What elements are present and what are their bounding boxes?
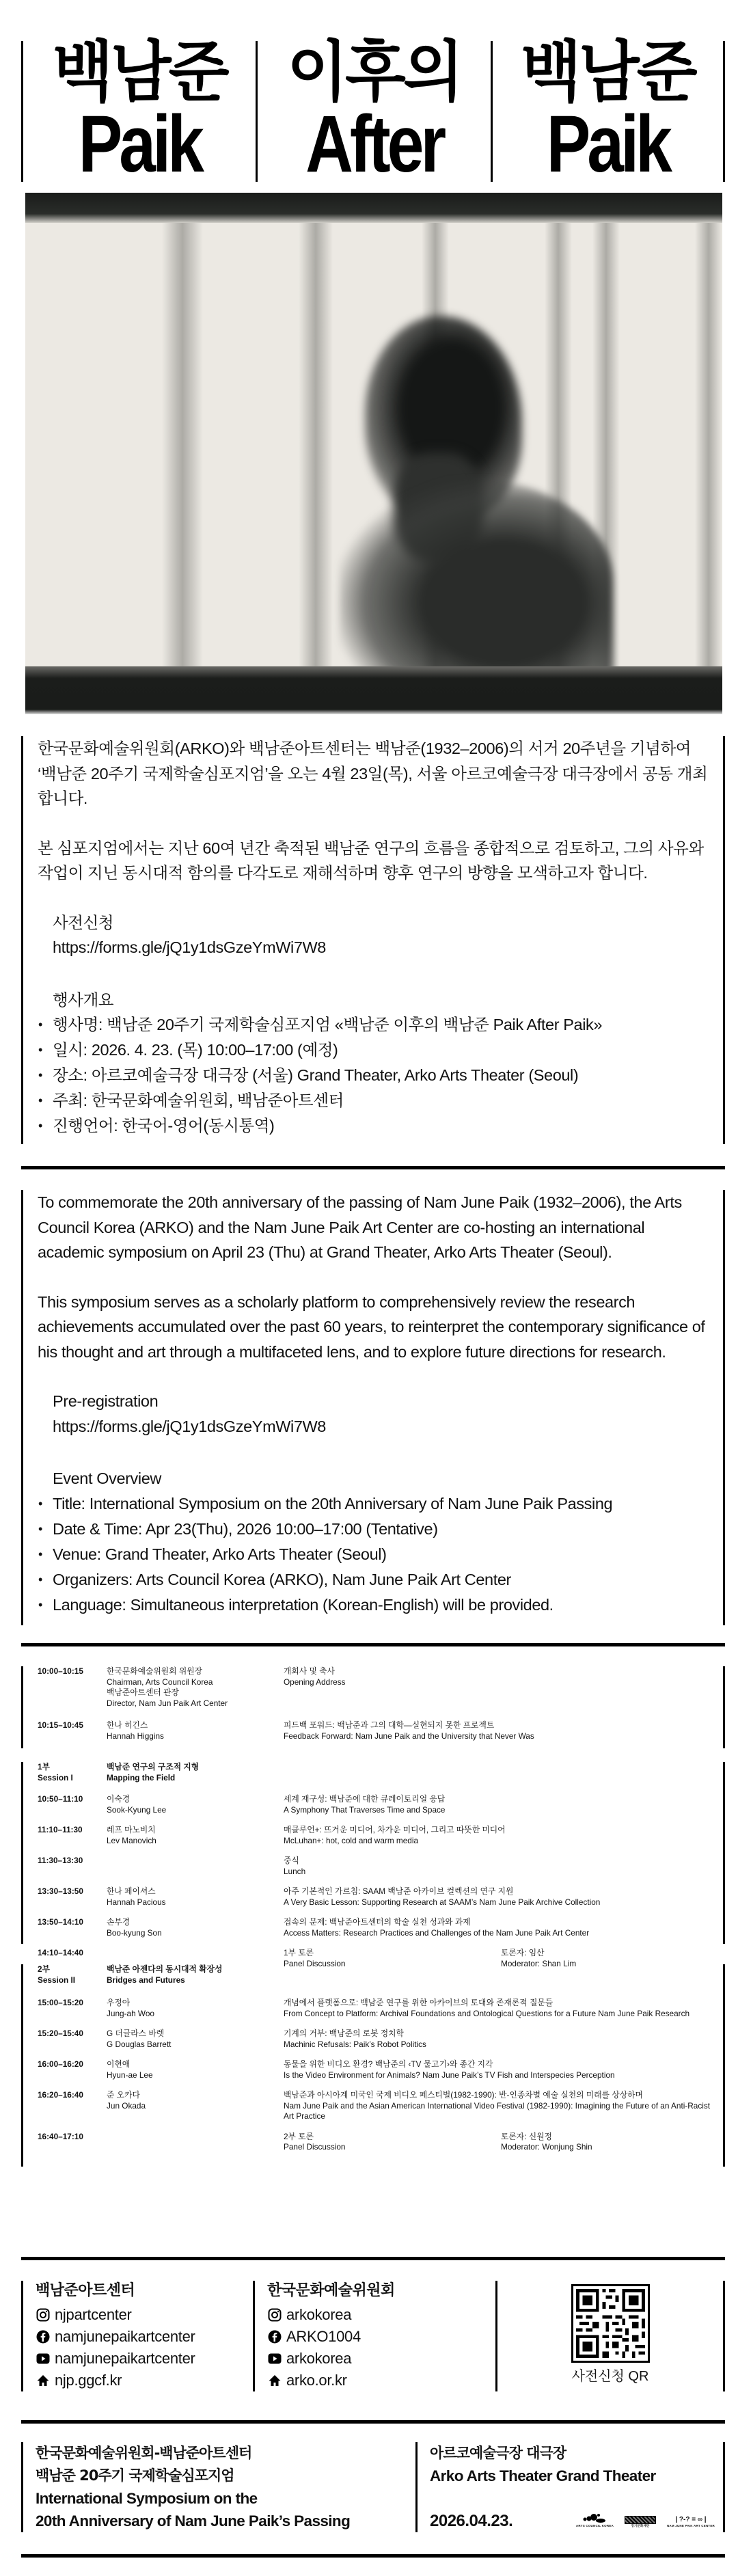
home-icon — [267, 2373, 282, 2388]
title-ko-3: 백남준 — [521, 33, 695, 111]
njp-instagram-handle: njpartcenter — [55, 2306, 132, 2323]
schedule-row — [23, 1666, 723, 1709]
moderator-en: Moderator: Shan Lim — [501, 1958, 577, 1968]
facebook-icon — [36, 2329, 51, 2344]
schedule-topic — [284, 1998, 720, 2019]
njp-youtube-handle: namjunepaikartcenter — [55, 2350, 195, 2367]
njp-instagram-link[interactable] — [36, 2304, 253, 2326]
en-overview-list — [23, 1491, 723, 1618]
schedule-moderator — [501, 2132, 720, 2153]
session-header — [23, 1762, 723, 1783]
bottom-info — [21, 2442, 725, 2532]
speaker-ko: G 더글라스 바렛 — [107, 2029, 165, 2038]
schedule-row — [23, 2059, 723, 2080]
speaker-ko: 레프 마노비치 — [107, 1825, 156, 1834]
logo-mark: | ?-? = ∞ | — [675, 2516, 707, 2523]
schedule-time: 16:00–16:20 — [38, 2059, 83, 2069]
instagram-icon — [267, 2307, 282, 2322]
speaker-en: Chairman, Arts Council Korea — [107, 1677, 213, 1687]
njp-facebook-link[interactable] — [36, 2326, 253, 2348]
topic-ko: 피드백 포워드: 백남준과 그의 대학—실현되지 못한 프로젝트 — [284, 1720, 495, 1730]
schedule-session-1 — [21, 1762, 725, 1968]
title-en-3: Paik — [546, 99, 670, 189]
event-title-en-2: 20th Anniversary of Nam June Paik’s Passing — [36, 2512, 351, 2530]
topic-en: A Symphony That Traverses Time and Space — [284, 1804, 446, 1815]
session-title-en: Bridges and Futures — [107, 1975, 185, 1985]
ko-registration-label: 사전신청 — [53, 913, 114, 932]
ko-overview-list — [23, 1012, 723, 1139]
registration-qr-code[interactable] — [571, 2284, 650, 2363]
session-title-en: Mapping the Field — [107, 1772, 176, 1782]
partner-logos — [576, 2513, 715, 2528]
session-label — [38, 1762, 107, 1783]
speaker-ko: 한나 페이셔스 — [107, 1886, 156, 1896]
en-overview-item: • Organizers: Arts Council Korea (ARKO), Nam June Paik Art Center — [23, 1567, 723, 1592]
organizers-line: 한국문화예술위원회-백남준아트센터 — [36, 2445, 252, 2461]
schedule-speaker — [107, 1720, 284, 1741]
topic-ko: 개념에서 플랫폼으로: 백남준 연구를 위한 아카이브의 토대와 존재론적 질문들 — [284, 1998, 554, 2007]
section-divider — [21, 2257, 725, 2260]
topic-en: Panel Discussion — [284, 1958, 346, 1968]
schedule-opening-block — [21, 1666, 725, 1748]
logo-caption: 경기문화재단 — [631, 2524, 650, 2527]
venue-en: Arko Arts Theater Grand Theater — [430, 2467, 656, 2484]
topic-ko: 중식 — [284, 1856, 299, 1865]
schedule-time: 10:50–11:10 — [38, 1794, 83, 1804]
schedule-topic — [284, 2059, 720, 2080]
speaker-en: Jung-ah Woo — [107, 2008, 154, 2018]
schedule-speaker — [107, 1917, 284, 1938]
title-ko-2: 이후의 — [287, 33, 461, 111]
nam-june-paik-art-center-logo — [667, 2516, 715, 2528]
session-label-ko: 2부 — [38, 1964, 50, 1974]
logo-caption: ARTS COUNCIL KOREA — [575, 2524, 614, 2527]
schedule-time: 14:10–14:40 — [38, 1948, 83, 1957]
session-label — [38, 1964, 107, 1985]
youtube-icon — [267, 2351, 282, 2366]
schedule-time: 15:00–15:20 — [38, 1998, 83, 2007]
topic-ko: 기계의 거부: 백남준의 로봇 정치학 — [284, 2029, 404, 2038]
speaker-ko: 이현애 — [107, 2059, 131, 2069]
arko-contacts — [253, 2281, 495, 2391]
schedule-topic — [284, 1886, 720, 1908]
speaker-ko: 우정아 — [107, 1998, 131, 2007]
njp-website-link[interactable] — [36, 2370, 253, 2391]
njp-youtube-link[interactable] — [36, 2348, 253, 2370]
ko-overview-label: 행사개요 — [53, 990, 114, 1009]
event-title-en-1: International Symposium on the — [36, 2490, 258, 2507]
arko-instagram-link[interactable] — [267, 2304, 495, 2326]
en-overview-item: • Title: International Symposium on the 20th Anniversary of Nam June Paik Passing — [23, 1491, 723, 1517]
schedule-speaker — [107, 1825, 284, 1846]
title-en-1: Paik — [78, 99, 201, 189]
en-registration-link[interactable]: https://forms.gle/jQ1y1dsGzeYmWi7W8 — [53, 1417, 326, 1435]
speaker-en: Hannah Pacious — [107, 1897, 166, 1907]
schedule-row — [23, 1856, 723, 1877]
schedule-speaker — [107, 2090, 284, 2122]
youtube-icon — [36, 2351, 51, 2366]
title-column-2 — [256, 33, 490, 189]
event-title-ko: 백남준 20주기 국제학술심포지엄 — [36, 2467, 234, 2484]
schedule-time: 10:00–10:15 — [38, 1666, 83, 1676]
topic-ko: 접속의 문제: 백남준아트센터의 학술 실천 성과와 과제 — [284, 1917, 471, 1927]
speaker-ko: 이숙경 — [107, 1794, 131, 1804]
schedule-topic — [284, 1720, 720, 1741]
speaker-en: Director, Nam Jun Paik Art Center — [107, 1698, 228, 1708]
schedule-topic — [284, 1917, 720, 1938]
topic-ko: 2부 토론 — [284, 2131, 314, 2141]
schedule-time: 15:20–15:40 — [38, 2029, 83, 2038]
session-label-en: Session I — [38, 1772, 73, 1782]
schedule-row — [23, 2132, 723, 2153]
topic-ko: 매클루언+: 뜨거운 미디어, 차가운 미디어, 그리고 따뜻한 미디어 — [284, 1825, 506, 1834]
njp-website-url: njp.ggcf.kr — [55, 2372, 122, 2389]
schedule-speaker — [107, 1856, 284, 1877]
en-overview-item: • Venue: Grand Theater, Arko Arts Theater (Seoul) — [23, 1542, 723, 1567]
title-ko-1: 백남준 — [52, 33, 227, 111]
paik-portrait-photo — [25, 193, 722, 714]
schedule-topic — [284, 2029, 720, 2050]
topic-en: Lunch — [284, 1866, 306, 1876]
topic-en: Opening Address — [284, 1677, 346, 1687]
speaker-ko: 한나 히긴스 — [107, 1720, 148, 1730]
topic-en: Is the Video Environment for Animals? Nam June Paik’s TV Fish and Interspecies Perception — [284, 2070, 615, 2080]
facebook-icon — [267, 2329, 282, 2344]
arko-facebook-handle: ARKO1004 — [286, 2328, 361, 2345]
logo-caption: NAM JUNE PAIK ART CENTER — [666, 2524, 715, 2527]
schedule-time: 10:15–10:45 — [38, 1720, 83, 1730]
arko-youtube-handle: arkokorea — [286, 2350, 352, 2367]
topic-en: Panel Discussion — [284, 2142, 346, 2152]
speaker-ko: 한국문화예술위원회 위원장 — [107, 1666, 203, 1676]
schedule-topic — [284, 1856, 720, 1877]
session-title-ko: 백남준 연구의 구조적 지형 — [107, 1762, 200, 1772]
schedule-time: 11:10–11:30 — [38, 1825, 83, 1834]
schedule-session-2 — [21, 1964, 725, 2167]
en-intro-paragraph-2: This symposium serves as a scholarly platform to comprehensively review the research achievements accumulated over the past 60 years, to reinterpret the contemporary significance of his thought and art through a multifaceted lens, and to explore future directions for research. — [38, 1292, 705, 1361]
speaker-en: G Douglas Barrett — [107, 2039, 172, 2049]
section-divider — [21, 1643, 725, 1646]
schedule-topic — [284, 1794, 720, 1815]
title-column-1 — [21, 33, 256, 189]
ko-overview-item: • 진행언어: 한국어-영어(동시통역) — [23, 1113, 723, 1139]
section-divider — [21, 2554, 725, 2558]
arts-council-korea-logo — [576, 2513, 614, 2528]
topic-en: A Very Basic Lesson: Supporting Research at SAAM’s Nam June Paik Archive Collection — [284, 1897, 601, 1907]
topic-ko: 동물을 위한 비디오 환경? 백남준의 ‹TV 물고기›와 종간 지각 — [284, 2059, 493, 2069]
topic-ko: 백남준과 아시아계 미국인 국제 비디오 페스티벌(1982-1990): 반-인종차별 예술 실천의 미래를 상상하며 — [284, 2090, 643, 2100]
schedule-speaker — [107, 1886, 284, 1908]
ko-overview-item: • 일시: 2026. 4. 23. (목) 10:00–17:00 (예정) — [23, 1038, 723, 1063]
session-title — [107, 1964, 720, 1985]
event-date: 2026.04.23. — [430, 2512, 513, 2530]
topic-ko: 1부 토론 — [284, 1948, 314, 1957]
en-overview-item: • Date & Time: Apr 23(Thu), 2026 10:00–17:00 (Tentative) — [23, 1517, 723, 1542]
en-overview-item: • Language: Simultaneous interpretation (Korean-English) will be provided. — [23, 1592, 723, 1618]
schedule-row — [23, 2029, 723, 2050]
schedule-topic — [284, 2090, 720, 2122]
gyeonggi-cultural-foundation-logo — [625, 2516, 656, 2528]
section-divider — [21, 1166, 725, 1169]
schedule-time: 16:40–17:10 — [38, 2131, 83, 2141]
arko-facebook-link[interactable] — [267, 2326, 495, 2348]
photo-stripe — [695, 220, 722, 666]
speaker-en: Hyun-ae Lee — [107, 2070, 153, 2080]
speaker-en: Hannah Higgins — [107, 1731, 164, 1741]
arko-website-link[interactable] — [267, 2370, 495, 2391]
schedule-speaker — [107, 2132, 284, 2153]
instagram-icon — [36, 2307, 51, 2322]
bottom-event-title — [21, 2442, 415, 2532]
arko-heading: 한국문화예술위원회 — [267, 2282, 395, 2299]
topic-ko: 세계 재구성: 백남준에 대한 큐레이토리얼 응답 — [284, 1794, 446, 1804]
home-icon — [36, 2373, 51, 2388]
schedule-row — [23, 1886, 723, 1908]
schedule-row — [23, 2090, 723, 2122]
ko-overview-item: • 주최: 한국문화예술위원회, 백남준아트센터 — [23, 1088, 723, 1113]
title-column-3 — [491, 33, 725, 189]
schedule-row — [23, 1917, 723, 1938]
schedule-speaker — [107, 2059, 284, 2080]
njp-contacts — [21, 2281, 253, 2391]
schedule-row — [23, 1825, 723, 1846]
section-divider — [21, 2420, 725, 2424]
njp-heading: 백남준아트센터 — [36, 2282, 135, 2299]
qr-block — [495, 2281, 725, 2391]
njp-facebook-handle: namjunepaikartcenter — [55, 2328, 195, 2345]
korean-info-section — [21, 736, 725, 1144]
qr-label: 사전신청 QR — [571, 2369, 649, 2384]
schedule-speaker — [107, 2029, 284, 2050]
session-title — [107, 1762, 720, 1783]
ko-intro-paragraph-1: 한국문화예술위원회(ARKO)와 백남준아트센터는 백남준(1932–2006)의 서거 20주년을 기념하여 ‘백남준 20주기 국제학술심포지엄’을 오는 4월 23일(목), 서울 아르코예술극장 대극장에서 공동 개최합니다. — [38, 740, 708, 807]
arko-website-url: arko.or.kr — [286, 2372, 347, 2389]
schedule-row — [23, 1794, 723, 1815]
topic-en: McLuhan+: hot, cold and warm media — [284, 1835, 419, 1845]
schedule-speaker — [107, 1794, 284, 1815]
schedule-time: 13:50–14:10 — [38, 1917, 83, 1927]
session-title-ko: 백남준 아젠다의 동시대적 확장성 — [107, 1964, 223, 1974]
session-label-en: Session II — [38, 1975, 76, 1985]
bottom-venue — [415, 2442, 725, 2532]
topic-ko: 개회사 및 축사 — [284, 1666, 335, 1676]
speaker-en: Lev Manovich — [107, 1835, 156, 1845]
arko-instagram-handle: arkokorea — [286, 2306, 352, 2323]
english-info-section — [21, 1190, 725, 1625]
speaker-en: Sook-Kyung Lee — [107, 1804, 167, 1815]
en-overview-label: Event Overview — [53, 1469, 161, 1487]
speaker-ko: 백남준아트센터 관장 — [107, 1687, 179, 1697]
schedule-time: 11:30–13:30 — [38, 1856, 83, 1865]
ko-registration-link[interactable]: https://forms.gle/jQ1y1dsGzeYmWi7W8 — [53, 938, 326, 956]
photo-figure-body — [340, 480, 613, 685]
topic-ko: 아주 기본적인 가르침: SAAM 백남준 아카이브 컬렉션의 연구 지원 — [284, 1886, 514, 1896]
session-label-ko: 1부 — [38, 1762, 50, 1772]
en-intro-paragraph-1: To commemorate the 20th anniversary of the passing of Nam June Paik (1932–2006), the Arts Council Korea (ARKO) and the Nam June Paik Art Center are co-hosting an international academic symposium on April 23 (Thu) at Grand Theater, Arko Arts Theater (Seoul). — [38, 1193, 682, 1261]
en-registration-label: Pre-registration — [53, 1392, 159, 1410]
ko-overview-item: • 행사명: 백남준 20주기 국제학술심포지엄 «백남준 이후의 백남준 Paik After Paik» — [23, 1012, 723, 1038]
logo-mark — [625, 2516, 656, 2524]
schedule-row — [23, 1720, 723, 1741]
moderator-ko: 토론자: 신원정 — [501, 2131, 552, 2141]
schedule-topic — [284, 1825, 720, 1846]
venue-ko: 아르코예술극장 대극장 — [430, 2445, 566, 2461]
poster-title — [21, 33, 725, 189]
ko-overview-item: • 장소: 아르코예술극장 대극장 (서울) Grand Theater, Arko Arts Theater (Seoul) — [23, 1063, 723, 1088]
schedule-speaker — [107, 1666, 284, 1709]
title-en-2: After — [305, 99, 443, 189]
speaker-ko: 준 오카다 — [107, 2090, 140, 2100]
photo-stripe — [162, 220, 203, 666]
speaker-en: Boo-kyung Son — [107, 1927, 162, 1938]
moderator-en: Moderator: Wonjung Shin — [501, 2142, 592, 2152]
schedule-row — [23, 1998, 723, 2019]
topic-en: Access Matters: Research Practices and Challenges of the Nam June Paik Art Center — [284, 1927, 590, 1938]
schedule-speaker — [107, 1998, 284, 2019]
schedule-topic — [284, 1666, 720, 1709]
schedule-time: 13:30–13:50 — [38, 1886, 83, 1896]
ko-intro-paragraph-2: 본 심포지엄에서는 지난 60여 년간 축적된 백남준 연구의 흐름을 종합적으로 검토하고, 그의 사유와 작업이 지닌 동시대적 함의를 다각도로 재해석하며 향후 연구의 방향을 모색하고자 합니다. — [38, 839, 704, 882]
photo-film-edge-top — [25, 193, 722, 223]
schedule-time: 16:20–16:40 — [38, 2090, 83, 2100]
topic-en: From Concept to Platform: Archival Foundations and Ontological Questions for a Future Nam June Paik Research — [284, 2008, 690, 2018]
topic-en: Machinic Refusals: Paik’s Robot Politics — [284, 2039, 426, 2049]
session-header — [23, 1964, 723, 1985]
schedule-topic — [284, 2132, 501, 2153]
photo-stripe — [299, 220, 333, 666]
moderator-ko: 토론자: 임산 — [501, 1948, 545, 1957]
contacts-section — [21, 2281, 725, 2389]
speaker-en: Jun Okada — [107, 2100, 146, 2111]
topic-en: Nam June Paik and the Asian American International Video Festival (1982-1990): Imagining the Future of an Anti-Racist Art Practice — [284, 2100, 711, 2121]
topic-en: Feedback Forward: Nam June Paik and the University that Never Was — [284, 1731, 534, 1741]
arko-youtube-link[interactable] — [267, 2348, 495, 2370]
photo-film-edge-bottom — [25, 666, 722, 714]
speaker-ko: 손부경 — [107, 1917, 131, 1927]
